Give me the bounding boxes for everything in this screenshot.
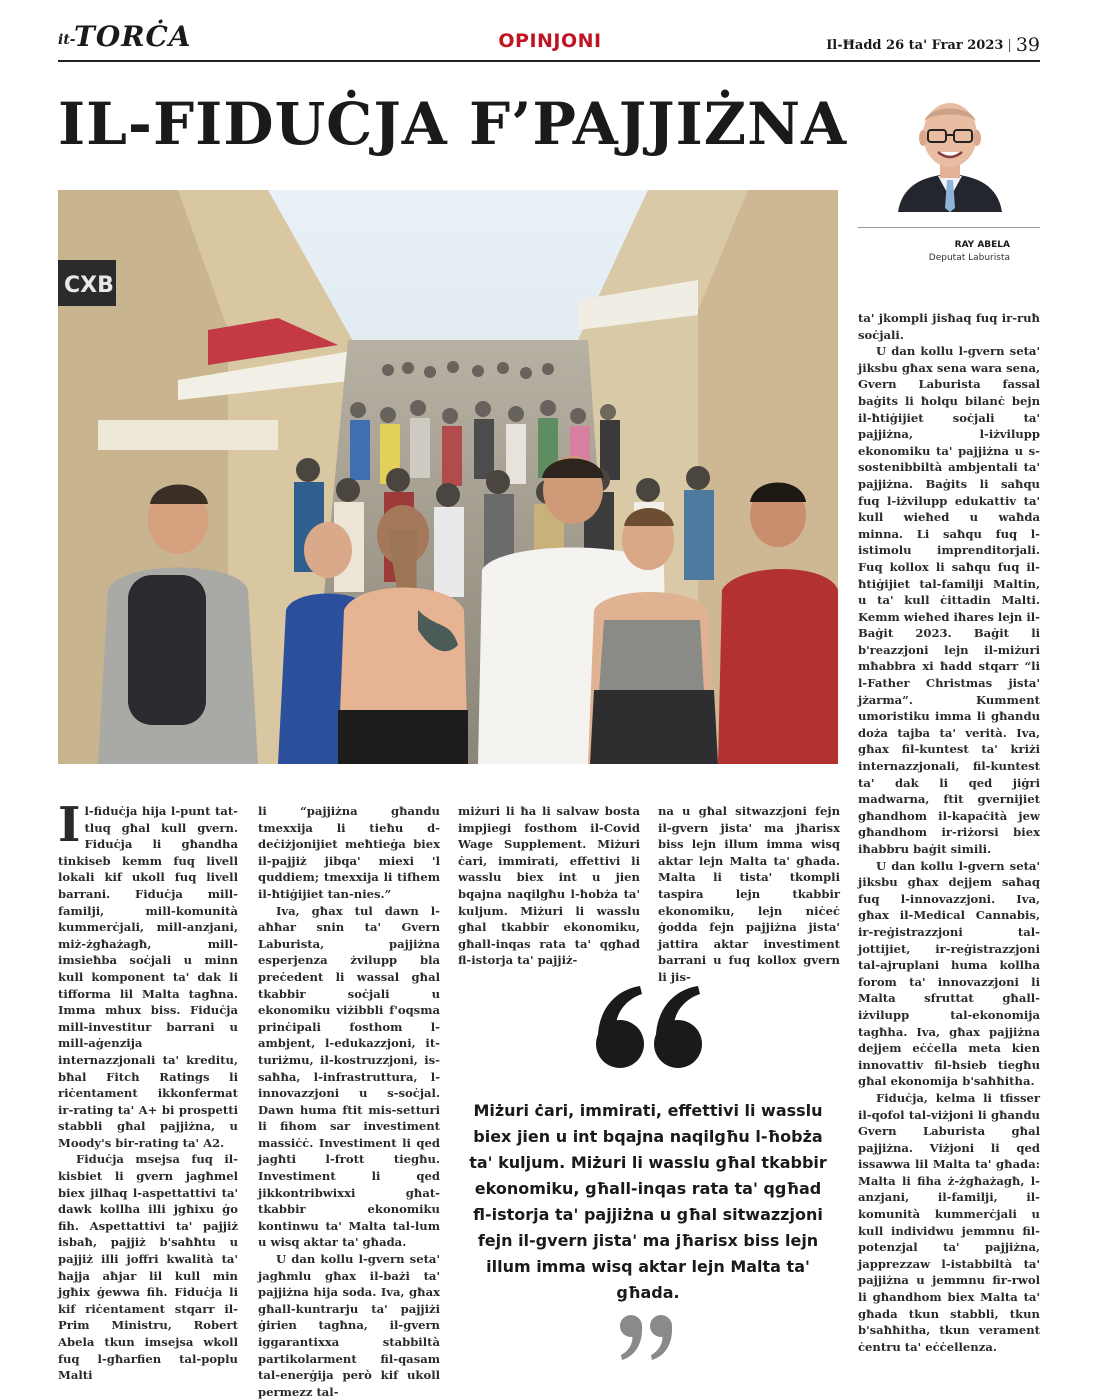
- close-quote-icon: [618, 1312, 678, 1364]
- dateline: Il-Ħadd 26 ta' Frar 2023 | 39: [826, 34, 1040, 56]
- article-column-4: [658, 803, 840, 986]
- issue-date: Il-Ħadd 26 ta' Frar 2023: [826, 38, 1004, 53]
- article-column-5: [858, 310, 1040, 1355]
- paragraph: li “pajjiżna għandu tmexxija li tieħu d-deċiżjonijiet meħtieġa biex il-pajjiż jibqa' miexi 'l quddiem; tmexxija li tifhem il-ħtiġijiet tan-nies.”: [258, 804, 440, 901]
- author-name: RAY ABELA: [954, 240, 1010, 250]
- author-divider: [858, 227, 1040, 228]
- author-role: Deputat Laburista: [928, 253, 1010, 263]
- paragraph: U dan kollu l-gvern seta' jiksbu għax sena wara sena, Gvern Laburista fassal baġits li ħolqu bilanċ bejn il-ħtiġijiet soċjali ta' pajjiżna, l-iżvilupp ekonomiku ta' pajjiżna u s-sostenibbiltà ambjentali ta' pajjiżna. Baġits li saħqu fuq l-iżvilupp edukattiv ta' kull wieħed u waħda minna. Li saħqu fuq l-istimolu imprenditorjali. Fuq kollox li saħqu fuq il-ħtiġijiet tal-familji Maltin, u ta' kull ċittadin Malti. Kemm wieħed iħares lejn il-Baġit 2023. Baġit li b'reazzjoni lejn il-miżuri mħabbra xi ħadd stqarr “li l-Father Christmas jista' jżarma”. Kumment umoristiku imma li għandu doża tajba ta' verità. Iva, għax fil-kuntest ta' kriżi internazzjonali, fil-kuntest ta' dak li qed jiġri madwarna, ftit gvernijiet għandhom il-kapaċità jew għandhom ir-riżorsi biex iħabbru baġit simili.: [858, 344, 1040, 856]
- paragraph: U dan kollu l-gvern seta' jagħmlu għax il-bażi ta' pajjiżna hija soda. Iva, għax għall-kuntrarju ta' pajjiżi ġirien tagħna, il-gvern iggarantixxa stabbiltà partikolarment fil-qasam tal-enerġija però kif ukoll permezz tal-: [258, 1252, 440, 1399]
- paragraph: Iva, għax tul dawn l-aħħar snin ta' Gvern Laburista, pajjiżna esperjenza żvilupp bla preċedent li wassal għal tkabbir soċjali u ekonomiku viżibbli f'oqsma prinċipali fosthom l-ambjent, l-edukazzjoni, it-turiżmu, il-kostruzzjoni, is-saħħa, l-infrastruttura, l-innovazzjoni u s-soċjal. Dawn huma ftit mis-setturi li fihom sar investiment massiċċ. Investiment li qed jagħti l-frott tiegħu. Investiment li qed jikkontribwixxi għat-tkabbir ekonomiku kontinwu ta' Malta tal-lum u wisq aktar ta' għada.: [258, 903, 440, 1250]
- article-column-3: [458, 803, 640, 969]
- masthead-name: TORĊA: [74, 20, 192, 53]
- header-rule: [58, 60, 1040, 62]
- pull-quote: Miżuri ċari, immirati, effettivi li wasslu biex jien u int bqajna naqilgħu l-ħobża ta' kuljum. Miżuri li wasslu għal tkabbir ekonomiku, għall-inqas rata ta' qgħad fl-istorja ta' pajjiżna u għal sitwazzjoni fejn il-gvern jista' ma jħarisx biss lejn illum imma wisq aktar lejn Malta ta' għada.: [469, 1101, 827, 1302]
- shop-sign: CXB: [64, 273, 114, 298]
- paragraph: miżuri li ħa li salvaw bosta impjiegi fosthom il-Covid Wage Supplement. Miżuri ċari, immirati, effettivi li wasslu biex int u jien bqajna naqilgħu l-ħobża ta' kuljum. Miżuri li wasslu għal tkabbir ekonomiku, għall-inqas rata ta' qgħad fl-istorja ta' pajjiż-: [458, 804, 640, 968]
- article-column-2: [258, 803, 440, 1400]
- paragraph: [58, 797, 238, 1151]
- masthead-logo: [58, 22, 203, 54]
- masthead-prefix: it-: [58, 32, 76, 48]
- paragraph-text: l-fiduċja hija l-punt tat-tluq għal kull gvern. Fiduċja li għandha tinkiseb kemm fuq livell lokali kif ukoll fuq livell barrani. Fiduċja mill-familji, mill-komunità kummerċjali, mill-anzjani, miż-żgħażagħ, mill-imsieħba soċjali u minn kull komponent ta' dak li tifforma lil Malta tagħna. Imma mhux biss. Fiduċja mill-investitur barrani u mill-aġenzija internazzjonali ta' kreditu, bħal Fitch Ratings li riċentament ikkonfermat ir-rating ta' A+ bi prospetti stabbli għal pajjiżna, u Moody's bir-rating ta' A2.: [58, 804, 238, 1150]
- section-label: OPINJONI: [498, 30, 602, 52]
- open-quote-icon: [590, 982, 710, 1072]
- headline: IL-FIDUĊJA F’PAJJIŻNA: [58, 90, 848, 158]
- street-crowd-photo: [58, 190, 838, 764]
- page-number: 39: [1015, 34, 1040, 56]
- paragraph: U dan kollu l-gvern seta' jiksbu għax dejjem saħaq fuq l-innovazzjoni. Iva, għax il-Medical Cannabis, ir-reġistrazzjoni tal-jottijiet, ir-reġistrazzjoni tal-ajruplani huma kollha forom ta' innovazzjoni li Malta sfruttat għall-iżvilupp tal-ekonomija tagħha. Iva, għax pajjiżna dejjem eċċella meta kien innovattiv fil-ħsieb tiegħu għal ekonomija b'saħħitha.: [858, 858, 1040, 1089]
- paragraph: Fiduċja, kelma li tfisser il-qofol tal-viżjoni li għandu Gvern Laburista għal pajjiżna. Viżjoni li qed issawwa lil Malta ta' għada: Malta li fiha ż-żgħażagħ, l-anzjani, il-familji, il-komunità kummerċjali u kull individwu jemmnu fil-potenzjal ta' pajjiżna, japprezzaw l-istabbiltà ta' pajjiżna u jemmnu fir-rwol li għandhom biex Malta ta' għada tkun stabbli, tkun b'saħħitha, tkun verament ċentru ta' eċċellenza.: [858, 1090, 1040, 1354]
- author-portrait: [888, 90, 1012, 212]
- paragraph: Fiduċja msejsa fuq il-kisbiet li gvern jagħmel biex jilħaq l-aspettattivi ta' dawk kollha illi jgħixu ġo fih. Aspettattivi ta' pajjiż isbaħ, pajjiż b'saħħtu u pajjiż illi joffri kwalità ta' ħajja aħjar lil kull min jgħix ġewwa fih. Fiduċja li kif riċentament stqarr il-Prim Ministru, Robert Abela tkun imsejsa wkoll fuq l-għarfien tal-poplu Malti: [58, 1152, 238, 1383]
- drop-cap: I: [58, 797, 81, 853]
- paragraph: na u għal sitwazzjoni fejn il-gvern jista' ma jħarisx biss lejn illum imma wisq aktar lejn Malta ta' għada. Malta li tista' tkompli taspira lejn tkabbir ekonomiku, lejn niċeċ ġodda fejn pajjiżna jista' jattira aktar investiment barrani u fuq kollox gvern li jis-: [658, 804, 840, 984]
- paragraph: ta' jkompli jisħaq fuq ir-ruħ soċjali.: [858, 311, 1040, 342]
- article-column-1: [58, 797, 238, 1384]
